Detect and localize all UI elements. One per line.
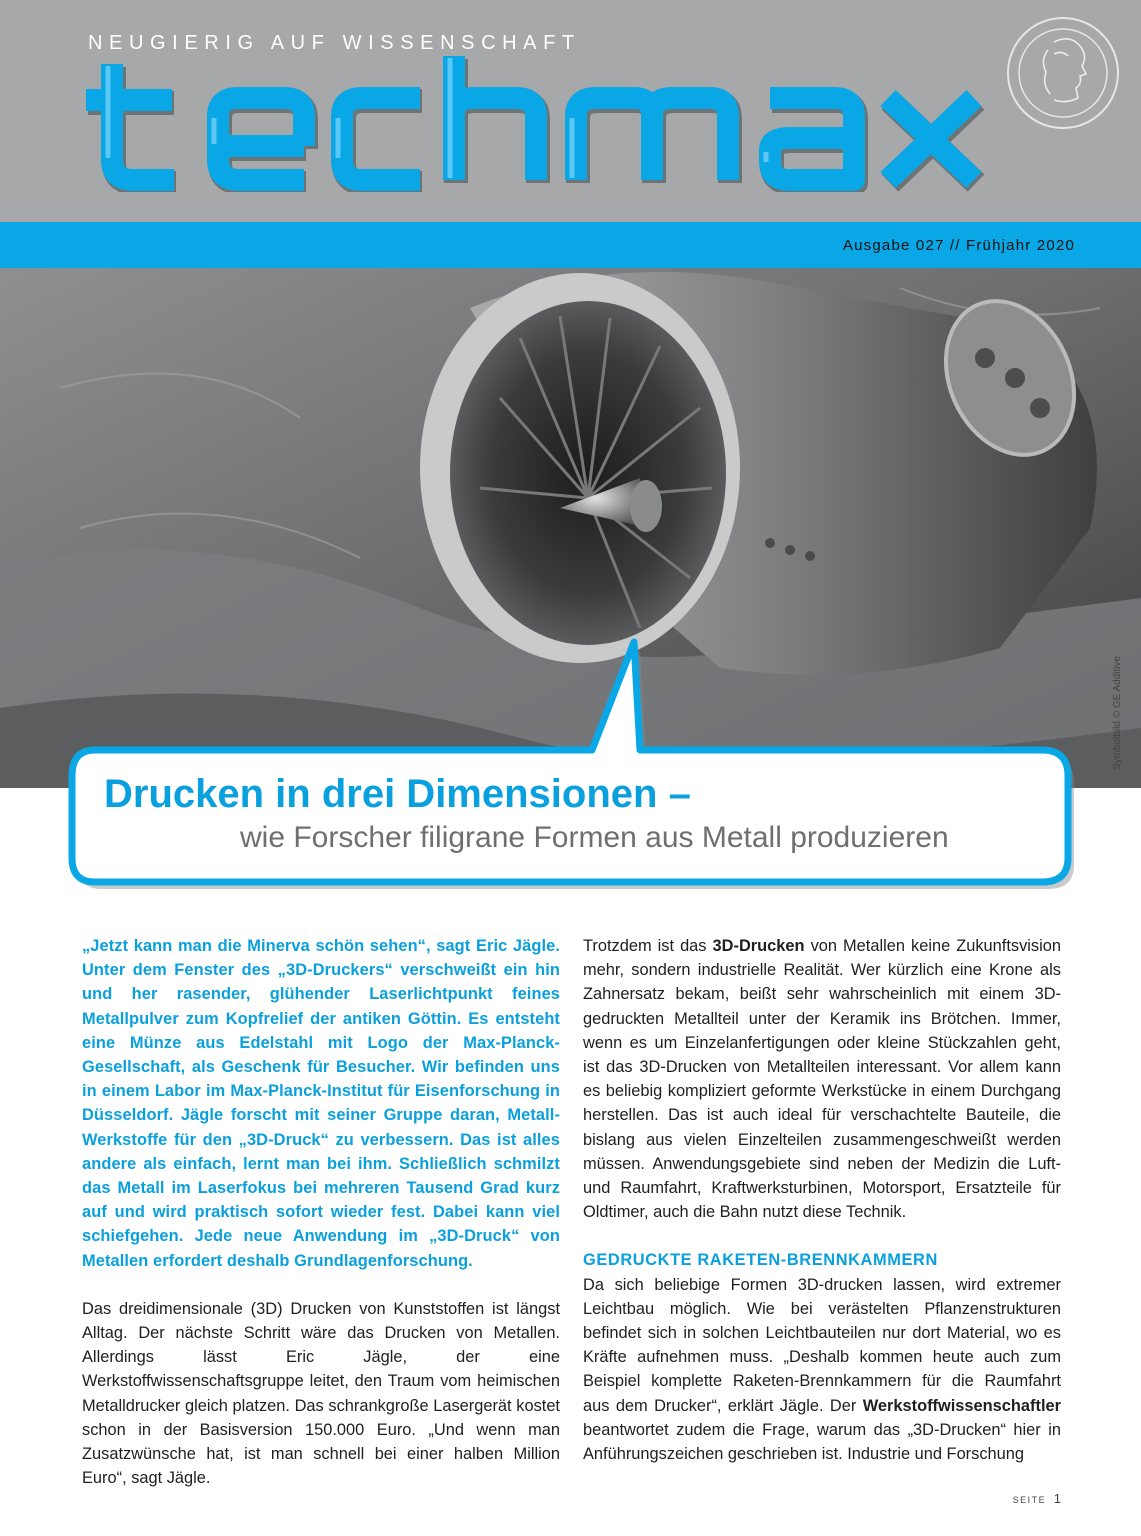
article-paragraph: Das dreidimensionale (3D) Drucken von Kunststoffen ist längst Alltag. Der nächste Schritt wäre das Drucken von Metallen. Allerdings lässt Eric Jägle, der eine Werkstoffwissenschaftsgruppe leitet, den Traum vom heimischen Metalldrucker gleich platzen. Das schrankgroße Lasergerät kostet schon in der Basisversion 150.000 Euro. „Und wenn man Zusatzwünsche hat, ist man schnell bei einer halben Million Euro“, sagt Jägle.	[82, 1299, 560, 1488]
article-paragraph: Da sich beliebige Formen 3D-drucken lassen, wird extremer Leichtbau möglich. Wie bei verästelten Pflanzenstrukturen befindet sich in solchen Leichtbauteilen nur dort Material, wo es Kräfte aufnehmen muss. „Deshalb kommen heute auch zum Beispiel komplette Raketen-Brennkammern für die Raumfahrt aus dem Drucker“, erklärt Jägle. Der Werkstoffwissenschaftler beantwortet zudem die Frage, warum das „3D-Drucken“ hier in Anführungszeichen geschrieben ist. Industrie und Forschung	[583, 1275, 1061, 1464]
article-paragraph: Trotzdem ist das 3D-Drucken von Metallen keine Zukunftsvision mehr, sondern industrielle Realität. Wer kürzlich eine Krone als Zahnersatz bekam, beißt sehr wahrscheinlich mit einem 3D-gedruckten Metallteil unter der Keramik ins Brötchen. Immer, wenn es um Einzelanfertigungen oder kleine Stückzahlen geht, ist das 3D-Drucken von Metallteilen interessant. Vor allem kann es beliebig kompliziert geformte Werkstücke in einem Durchgang herstellen. Das ist auch ideal für verschachtelte Bauteile, die bislang aus vielen Einzelteilen zusammengeschweißt werden müssen. Anwendungsgebiete sind neben der Medizin die Luft- und Raumfahrt, Kraftwerksturbinen, Motorsport, Ersatzteile für Oldtimer, auch die Bahn nutzt diese Technik.	[583, 937, 1061, 1222]
tagline: NEUGIERIG AUF WISSENSCHAFT	[88, 32, 581, 54]
techmax-logo	[72, 42, 992, 192]
article-column-left	[82, 934, 560, 1490]
title-bubble	[0, 620, 1141, 900]
article-lead: „Jetzt kann man die Minerva schön sehen“, sagt Eric Jägle. Unter dem Fenster des „3D-Druckers“ verschweißt ein hin und her rasender, glühender Laserlichtpunkt feines Metallpulver zum Kopfrelief der antiken Göttin. Es entsteht eine Münze aus Edelstahl mit Logo der Max-Planck-Gesellschaft, als Geschenk für Besucher. Wir befinden uns in einem Labor im Max-Planck-Institut für Eisenforschung in Düsseldorf. Jägle forscht mit seiner Gruppe daran, Metall-Werkstoffe für den „3D-Druck“ zu verbessern. Das ist alles andere als einfach, lernt man bei ihm. Schließlich schmilzt das Metall im Laserfokus bei mehreren Tausend Grad kurz auf und wird praktisch sofort wieder fest. Dabei kann viel schiefgehen. Jede neue Anwendung im „3D-Druck“ von Metallen erfordert deshalb Grundlagenforschung.	[82, 937, 560, 1270]
article-column-right	[583, 934, 1061, 1466]
headline: Drucken in drei Dimensionen –	[104, 772, 691, 816]
subheadline: wie Forscher filigrane Formen aus Metall produzieren	[240, 821, 949, 854]
page-footer	[1013, 1491, 1061, 1506]
keyword-3d-drucken: 3D-Drucken	[712, 937, 805, 955]
issue-info: Ausgabe 027 // Frühjahr 2020	[842, 237, 1075, 254]
minerva-seal-icon	[1004, 14, 1122, 132]
masthead	[0, 0, 1141, 222]
keyword-werkstoffwissenschaftler: Werkstoffwissenschaftler	[862, 1396, 1061, 1415]
section-heading: GEDRUCKTE RAKETEN-BRENNKAMMERN	[583, 1251, 938, 1270]
photo-credit: Symbolbild © GE Additive	[1112, 655, 1123, 770]
page-number: 1	[1053, 1491, 1061, 1506]
page-label: SEITE	[1012, 1495, 1047, 1505]
